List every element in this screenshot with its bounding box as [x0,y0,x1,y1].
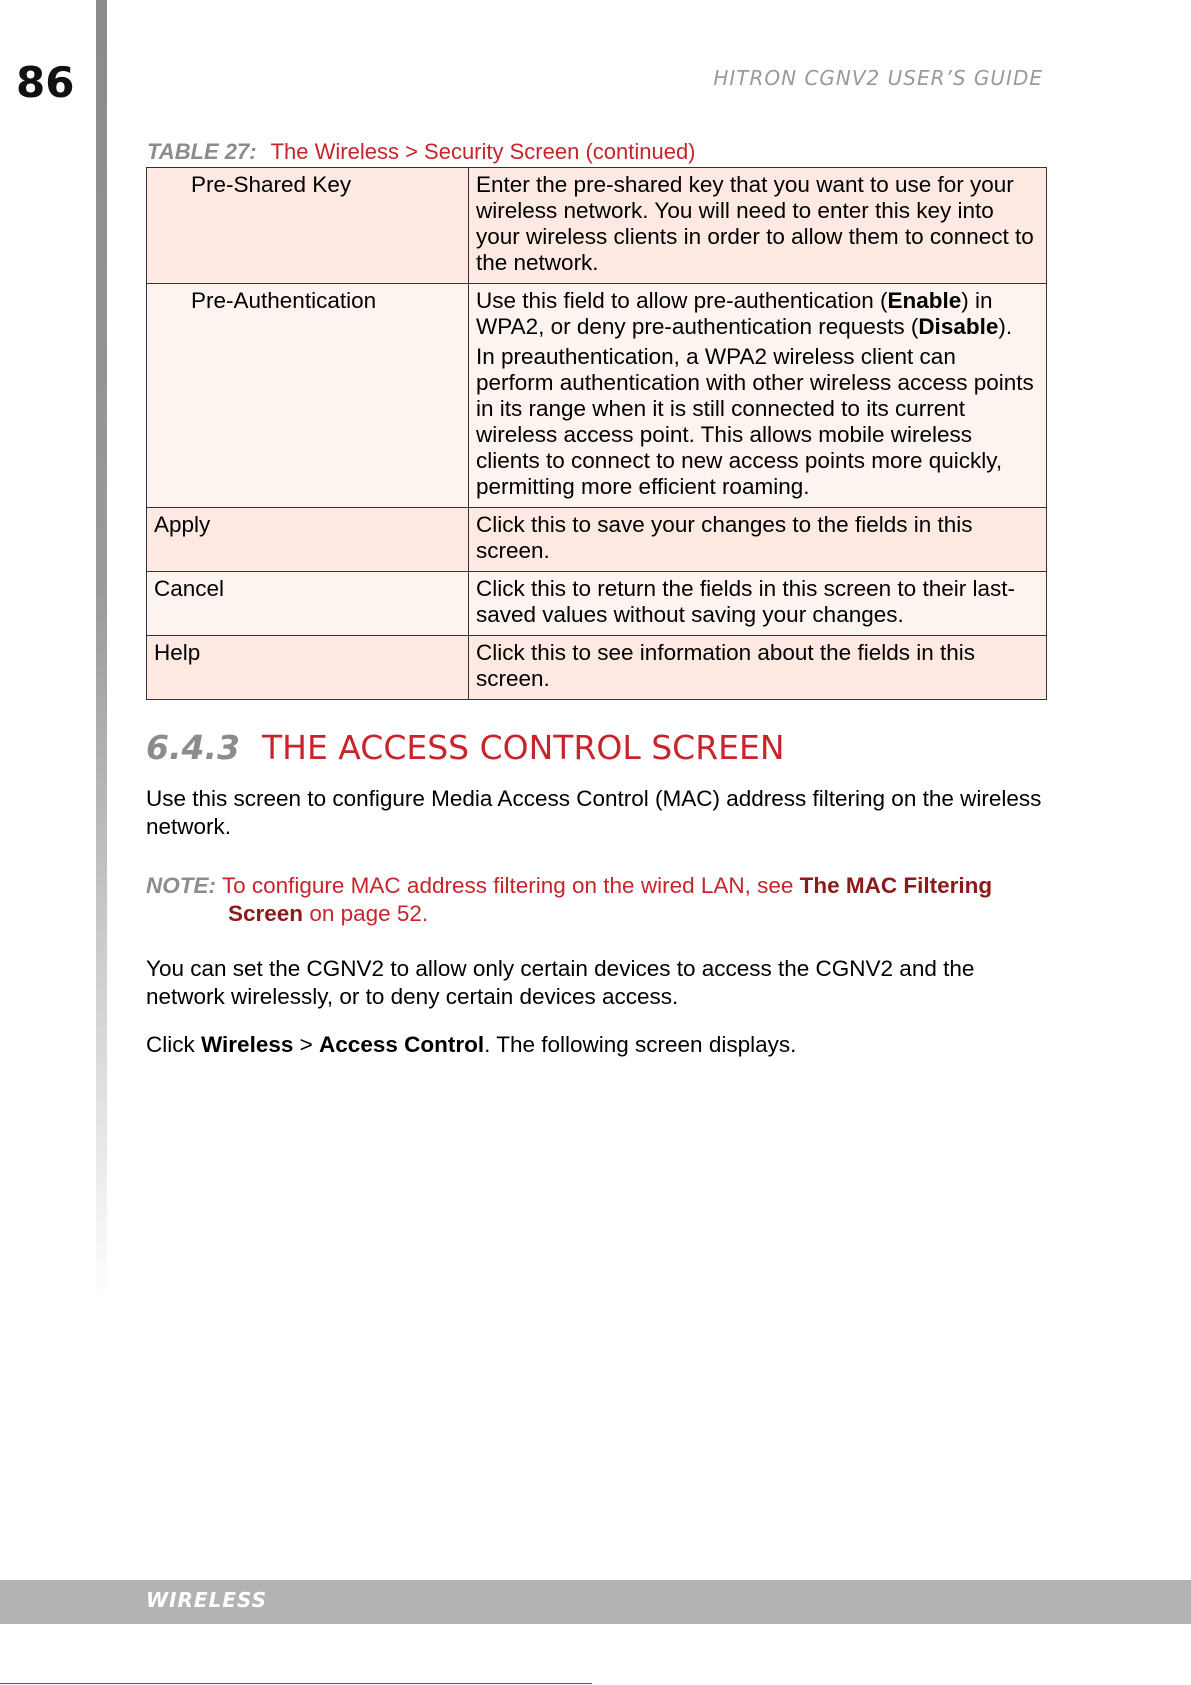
disable-keyword: Disable [918,314,999,339]
field-description: Enter the pre-shared key that you want to use for your wireless network. You will need to enter this key into your wireless clients in order to allow them to connect to the network. [469,168,1047,284]
table-row [147,636,1047,700]
running-header: HITRON CGNV2 USER’S GUIDE [713,66,1043,90]
table-caption-label: TABLE 27: [147,139,257,164]
field-description: Click this to save your changes to the fields in this screen. [469,508,1047,572]
field-label: Apply [147,508,469,572]
section-heading [146,728,785,767]
note-label: NOTE: [146,873,216,898]
side-margin-bar [96,0,107,1300]
field-label: Help [147,636,469,700]
field-label: Pre-Authentication [147,284,469,508]
footer-band [0,1580,1191,1624]
security-fields-table [146,167,1047,700]
body-paragraph: You can set the CGNV2 to allow only certain devices to access the CGNV2 and the network wirelessly, or to deny certain devices access. [146,956,975,1009]
access-control-menu-ref: Access Control [319,1032,485,1057]
wireless-menu-ref: Wireless [201,1032,294,1057]
footer-chapter-label: WIRELESS [146,1588,268,1612]
section-intro: Use this screen to configure Media Access Control (MAC) address filtering on the wireless network. [146,786,1042,839]
field-label: Cancel [147,572,469,636]
table-row [147,508,1047,572]
section-number: 6.4.3 [146,728,240,767]
note-block: NOTE: To configure MAC address filtering on the wired LAN, see The MAC Filtering Screen on page 52. [146,873,993,926]
table-row [147,572,1047,636]
table-row [147,284,1047,508]
table-row [147,168,1047,284]
field-description: Click this to see information about the fields in this screen. [469,636,1047,700]
bottom-rule [0,1683,592,1684]
enable-keyword: Enable [887,288,962,313]
table-caption [147,139,696,165]
field-label: Pre-Shared Key [147,168,469,284]
table-caption-title: The Wireless > Security Screen (continued) [270,139,696,164]
field-description: Use this field to allow pre-authentication (Enable) in WPA2, or deny pre-authentication requests (Disable). In preauthentication, a WPA2 wireless client can perform authentication with other wireless access points in its range when it is still connected to its current wireless access point. This allows mobile wireless clients to connect to new access points more quickly, permitting more efficient roaming. [469,284,1047,508]
field-description: Click this to return the fields in this screen to their last-saved values without saving your changes. [469,572,1047,636]
navigation-instruction: Click Wireless > Access Control. The following screen displays. [146,1032,797,1057]
section-title: THE ACCESS CONTROL SCREEN [261,728,785,767]
mac-filtering-link[interactable]: The MAC Filtering Screen [228,873,993,926]
page-number: 86 [16,58,75,107]
